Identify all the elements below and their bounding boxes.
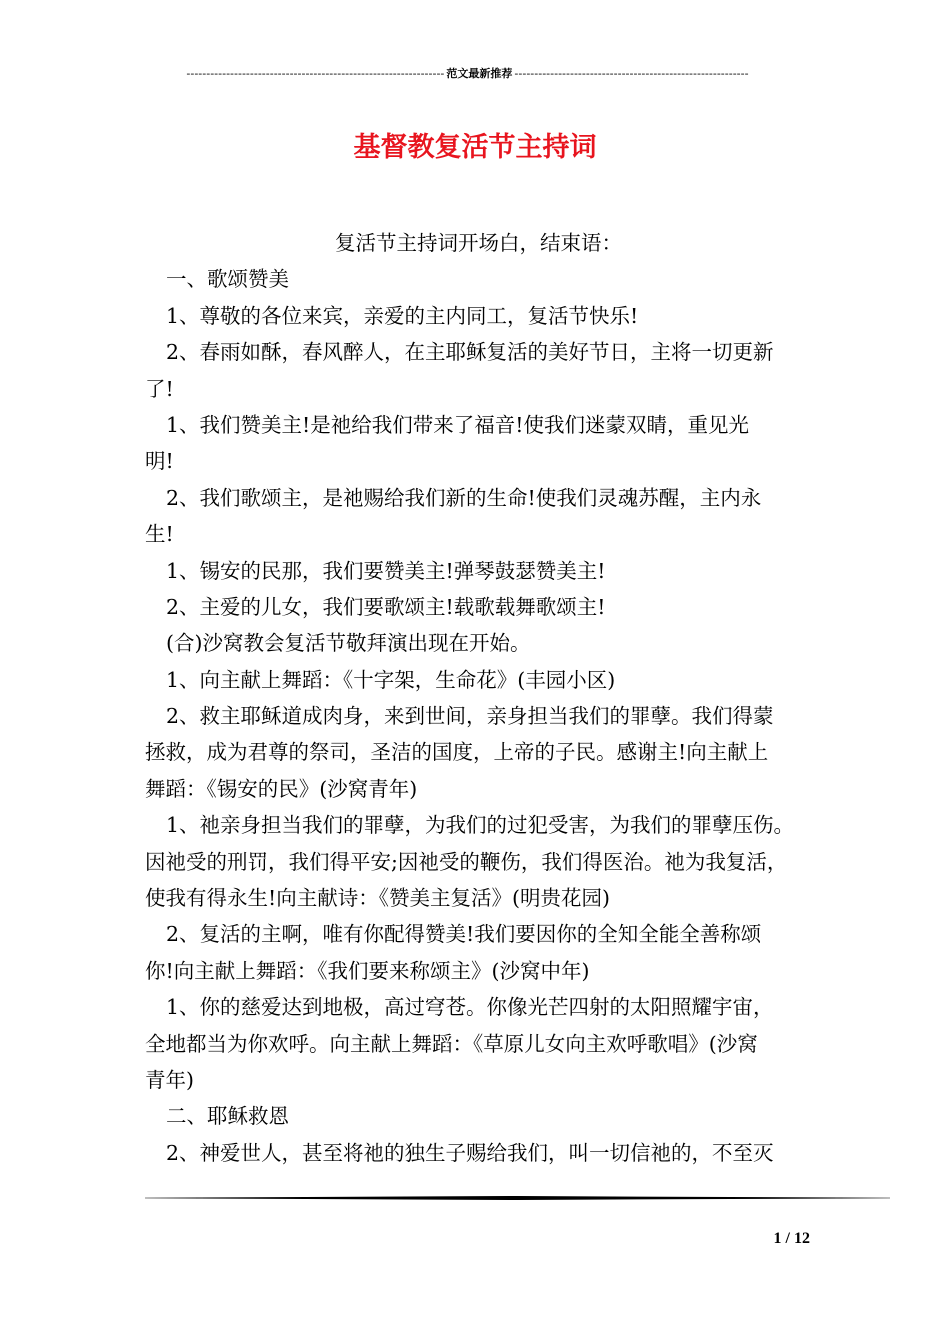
paragraph-line: 1、尊敬的各位来宾，亲爱的主内同工，复活节快乐! [166,303,639,328]
paragraph-line: 1、向主献上舞蹈：《十字架，生命花》(丰园小区) [166,667,616,692]
section-heading: 一、歌颂赞美 [166,267,289,292]
paragraph-line: 2、春雨如酥，春风醉人，在主耶稣复活的美好节日，主将一切更新 [166,340,774,365]
paragraph-line: 舞蹈：《锡安的民》(沙窝青年) [145,776,418,801]
paragraph-line: 拯救，成为君尊的祭司，圣洁的国度，上帝的子民。感谢主!向主献上 [145,740,769,765]
header-dashes-left: ----------------------------------------------------------------- [186,67,445,80]
paragraph-line: 明! [145,449,174,474]
header-label: 范文最新推荐 [446,67,513,80]
paragraph-line: 1、我们赞美主!是祂给我们带来了福音!使我们迷蒙双睛，重见光 [166,412,750,437]
paragraph-line: 因祂受的刑罚，我们得平安;因祂受的鞭伤，我们得医治。祂为我复活， [145,849,788,874]
header-dashes-right: ----------------------------------------------------------- [514,67,749,80]
paragraph-line: 青年) [145,1067,194,1092]
paragraph-line: 2、复活的主啊，唯有你配得赞美!我们要因你的全知全能全善称颂 [166,922,762,947]
paragraph-line: 2、主爱的儿女，我们要歌颂主!载歌载舞歌颂主! [166,594,606,619]
document-title: 基督教复活节主持词 [353,132,597,163]
subtitle-line: 复活节主持词开场白，结束语： [335,231,622,255]
document-body [145,225,812,1171]
paragraph-line: 生! [145,522,174,547]
paragraph-line: 全地都当为你欢呼。向主献上舞蹈：《草原儿女向主欢呼歌唱》(沙窝 [145,1031,758,1056]
paragraph-line: 你!向主献上舞蹈：《我们要来称颂主》(沙窝中年) [145,958,590,983]
paragraph-line: 2、我们歌颂主，是祂赐给我们新的生命!使我们灵魂苏醒，主内永 [166,485,762,510]
paragraph-line: 2、神爱世人，甚至将祂的独生子赐给我们，叫一切信祂的，不至灭 [166,1140,774,1165]
paragraph-line: 了! [145,376,174,401]
page-number: 1 / 12 [773,1230,810,1247]
section-heading: 二、耶稣救恩 [166,1104,289,1129]
page-header [145,66,790,82]
paragraph-line: 1、祂亲身担当我们的罪孽，为我们的过犯受害，为我们的罪孽压伤。 [166,813,795,838]
paragraph-line: (合)沙窝教会复活节敬拜演出现在开始。 [166,631,531,656]
paragraph-line: 1、锡安的民那，我们要赞美主!弹琴鼓瑟赞美主! [166,558,606,583]
paragraph-line: 使我有得永生!向主献诗：《赞美主复活》(明贵花园) [145,886,610,911]
paragraph-line: 2、救主耶稣道成肉身，来到世间，亲身担当我们的罪孽。我们得蒙 [166,704,774,729]
footer-divider [145,1196,890,1200]
paragraph-line: 1、你的慈爱达到地极，高过穹苍。你像光芒四射的太阳照耀宇宙， [166,995,774,1020]
